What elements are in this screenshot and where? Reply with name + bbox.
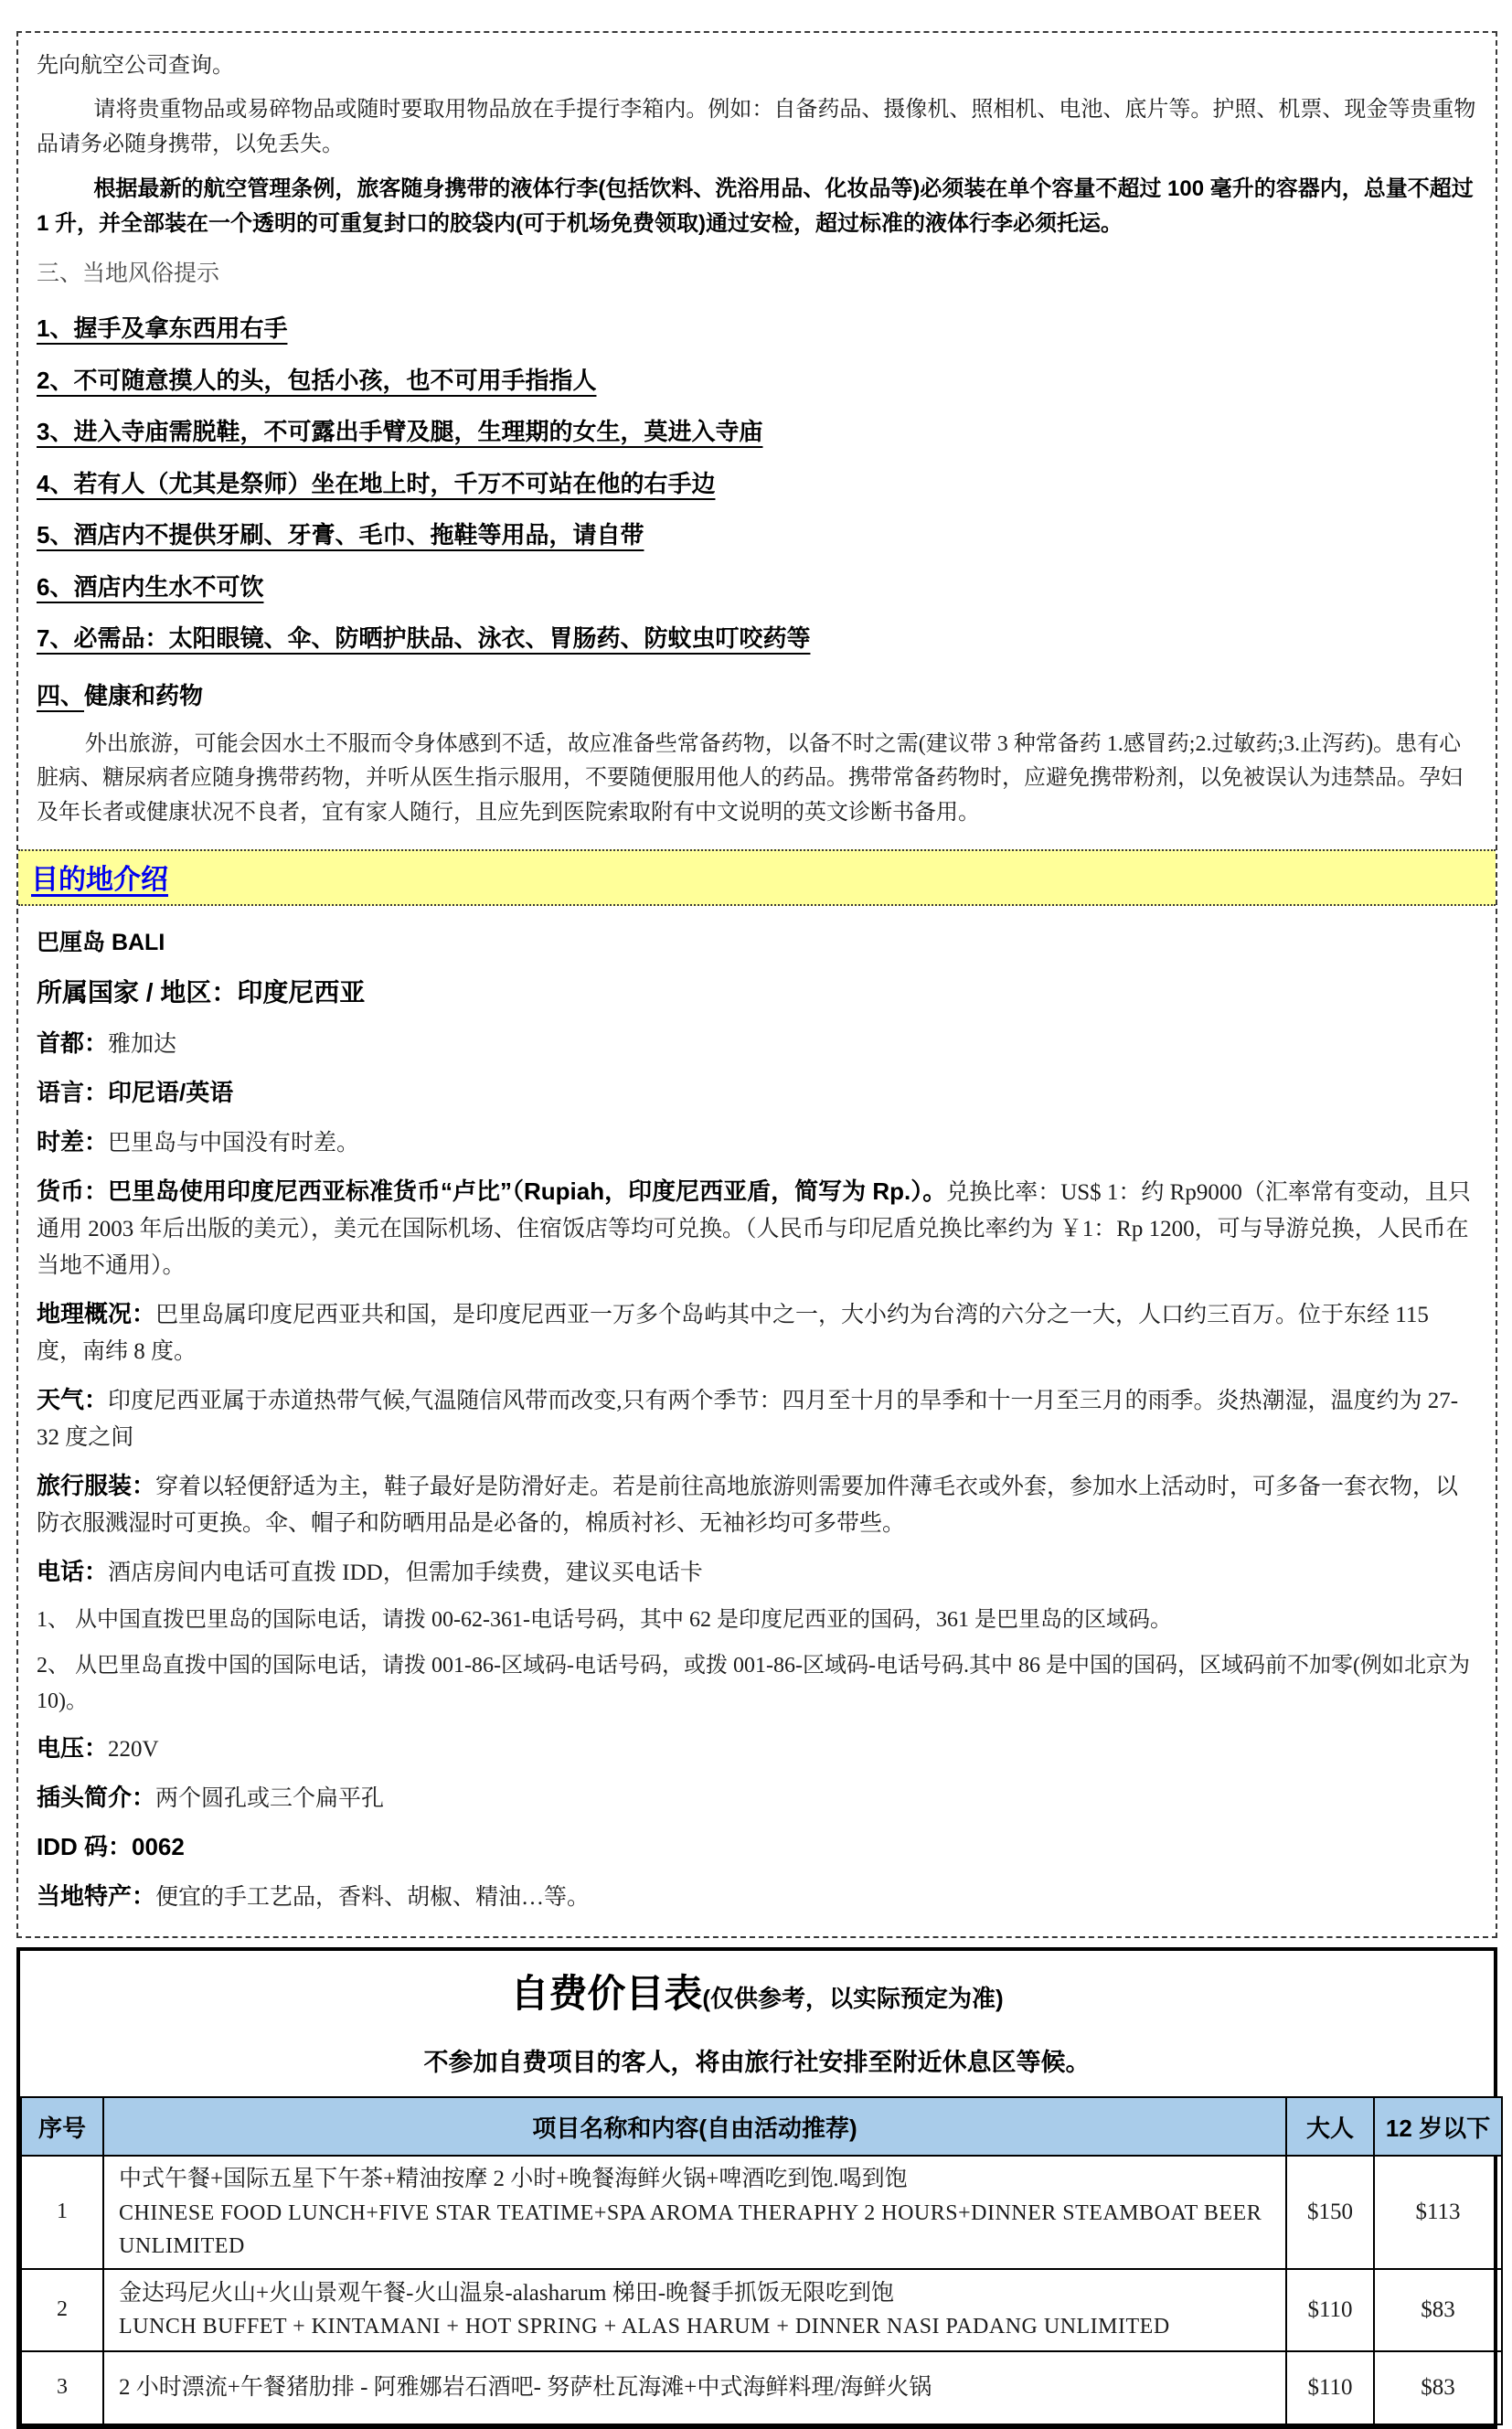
paragraph-health: 外出旅游，可能会因水土不服而令身体感到不适，故应准备些常备药物，以备不时之需(建议带 3 种常备药 1.感冒药;2.过敏药;3.止泻药)。患有心脏病、糖尿病者应随身携带药物，并听从医生指示服用，不要随便服用他人的药品。携带常备药物时，应避免携带粉剂，以免被误认为违禁品。孕妇及年长者或健康状况不良者，宜有家人随行，且应先到医院索取附有中文说明的英文诊断书备用。 — [37, 731, 1463, 826]
col-header-adult: 大人 — [1286, 2097, 1374, 2156]
col-header-child: 12 岁以下 — [1374, 2097, 1502, 2156]
info-label: 地理概况： — [37, 1300, 156, 1328]
info-label: 旅行服装： — [37, 1472, 156, 1500]
destination-banner-title: 目的地介绍 — [31, 865, 168, 896]
col-header-seq: 序号 — [21, 2097, 103, 2156]
info-row-currency: 货币：巴里岛使用印度尼西亚标准货币“卢比”（Rupiah，印度尼西亚盾，简写为 Rp.）。兑换比率：US$ 1：约 Rp9000（汇率常有变动，且只通用 2003 年后出版的美元），美元在国际机场、住宿饭店等均可兑换。（人民币与印尼盾兑换比率约为 ￥1：Rp 1200，可与导游兑换，人民币在当地不通用）。 — [37, 1177, 1471, 1279]
price-table-subtitle: 不参加自费项目的客人，将由旅行社安排至附近休息区等候。 — [423, 2049, 1091, 2077]
row-adult-price: $110 — [1286, 2351, 1374, 2424]
section-number: 四、 — [37, 681, 85, 709]
info-row-idd-code — [37, 1828, 1477, 1867]
info-row-local-specialty: 当地特产：便宜的手工艺品，香料、胡椒、精油…等。 — [37, 1882, 591, 1911]
info-label: 电压： — [37, 1734, 109, 1763]
phone-instruction-2: 2、 从巴里岛直拨中国的国际电话，请拨 001-86-区域码-电话号码，或拨 001-86-区域码-电话号码.其中 86 是中国的国码，区域码前不加零(例如北京为 10)。 — [37, 1654, 1470, 1713]
price-table-title-main: 自费价目表 — [510, 1972, 703, 2016]
info-label: 巴厘岛 BALI — [37, 930, 165, 956]
paragraph-liquid-rules: 根据最新的航空管理条例，旅客随身携带的液体行李(包括饮料、洗浴用品、化妆品等)必须装在单个容量不超过 100 毫升的容器内，总量不超过 1 升，并全部装在一个透明的可重复封口的胶袋内(可于机场免费领取)通过安检，超过标准的液体行李必须托运。 — [37, 176, 1474, 236]
row-description — [103, 2269, 1286, 2351]
customs-item-7: 7、必需品：太阳眼镜、伞、防晒护肤品、泳衣、胃肠药、防蚊虫叮咬药等 — [37, 624, 811, 653]
price-grid — [20, 2096, 1503, 2425]
row-description — [103, 2351, 1286, 2424]
table-row — [21, 2156, 1502, 2269]
table-row — [21, 2351, 1502, 2424]
row-seq: 2 — [21, 2269, 103, 2351]
section-title-text: 健康和药物 — [84, 681, 204, 709]
destination-banner — [18, 849, 1496, 906]
info-label: 插头简介： — [37, 1784, 156, 1812]
content-frame — [16, 31, 1497, 1938]
info-row-destination-name — [37, 924, 1477, 962]
row-seq: 3 — [21, 2351, 103, 2424]
info-row-time-difference: 时差：巴里岛与中国没有时差。 — [37, 1128, 360, 1156]
row-seq: 1 — [21, 2156, 103, 2269]
row-adult-price: $110 — [1286, 2269, 1374, 2351]
info-row-language — [37, 1074, 1477, 1113]
section-title-local-customs: 三、当地风俗提示 — [37, 261, 220, 286]
paragraph-valuables: 请将贵重物品或易碎物品或随时要取用物品放在手提行李箱内。例如：自备药品、摄像机、照相机、电池、底片等。护照、机票、现金等贵重物品请务必随身携带，以免丢失。 — [37, 97, 1476, 156]
row-child-price: $83 — [1374, 2269, 1502, 2351]
info-row-clothing: 旅行服装：穿着以轻便舒适为主，鞋子最好是防滑好走。若是前往高地旅游则需要加件薄毛衣或外套，参加水上活动时，可多备一套衣物，以防衣服溅湿时可更换。伞、帽子和防晒用品是必备的，棉质衬衫、无袖衫均可多带些。 — [37, 1472, 1459, 1537]
info-label: IDD 码：0062 — [37, 1833, 185, 1861]
info-row-geography: 地理概况：巴里岛属印度尼西亚共和国，是印度尼西亚一万多个岛屿其中之一，大小约为台湾的六分之一大，人口约三百万。位于东经 115 度，南纬 8 度。 — [37, 1300, 1429, 1365]
phone-instruction-1: 1、 从中国直拨巴里岛的国际电话，请拨 00-62-361-电话号码，其中 62 是印度尼西亚的国码，361 是巴里岛的区域码。 — [37, 1608, 1172, 1633]
info-row-telephone: 电话：酒店房间内电话可直拨 IDD，但需加手续费，建议买电话卡 — [37, 1558, 703, 1586]
section-title-health — [37, 677, 1477, 711]
row-adult-price: $150 — [1286, 2156, 1374, 2269]
paragraph-airline-inquiry: 先向航空公司查询。 — [37, 54, 234, 78]
row-description-en: LUNCH BUFFET + KINTAMANI + HOT SPRING + ALAS HARUM + DINNER NASI PADANG UNLIMITED — [119, 2315, 1170, 2339]
info-label: 电话： — [37, 1558, 109, 1586]
customs-item-1: 1、握手及拿东西用右手 — [37, 314, 288, 343]
info-label: 天气： — [37, 1386, 109, 1414]
info-label: 所属国家 / 地区：印度尼西亚 — [37, 978, 366, 1007]
price-table — [16, 1947, 1497, 2429]
info-label: 货币：巴里岛使用印度尼西亚标准货币“卢比”（Rupiah，印度尼西亚盾，简写为 Rp.）。 — [37, 1177, 947, 1206]
row-description-zh: 2 小时漂流+午餐猪肋排 - 阿雅娜岩石酒吧- 努萨杜瓦海滩+中式海鲜料理/海鲜火锅 — [119, 2374, 932, 2400]
price-table-title-note: (仅供参考，以实际预定为准) — [702, 1985, 1004, 2013]
customs-item-2: 2、不可随意摸人的头，包括小孩，也不可用手指指人 — [37, 366, 597, 394]
customs-item-5: 5、酒店内不提供牙刷、牙膏、毛巾、拖鞋等用品，请自带 — [37, 521, 644, 549]
row-description-en: CHINESE FOOD LUNCH+FIVE STAR TEATIME+SPA AROMA THERAPHY 2 HOURS+DINNER STEAMBOAT BEER UNLIMITED — [119, 2200, 1262, 2258]
info-row-plug: 插头简介：两个圆孔或三个扁平孔 — [37, 1784, 385, 1812]
info-label: 当地特产： — [37, 1882, 156, 1911]
destination-section — [18, 906, 1496, 1936]
info-label: 首都： — [37, 1029, 109, 1058]
info-row-capital: 首都：雅加达 — [37, 1029, 177, 1058]
customs-item-6: 6、酒店内生水不可饮 — [37, 572, 264, 601]
customs-item-4: 4、若有人（尤其是祭师）坐在地上时，千万不可站在他的右手边 — [37, 469, 716, 497]
col-header-item: 项目名称和内容(自由活动推荐) — [103, 2097, 1286, 2156]
info-row-weather: 天气：印度尼西亚属于赤道热带气候,气温随信风带而改变,只有两个季节：四月至十月的旱季和十一月至三月的雨季。炎热潮湿，温度约为 27-32 度之间 — [37, 1386, 1459, 1451]
row-description — [103, 2156, 1286, 2269]
table-row — [21, 2269, 1502, 2351]
travel-notes-section — [18, 33, 1496, 849]
customs-item-3: 3、进入寺庙需脱鞋，不可露出手臂及腿，生理期的女生，莫进入寺庙 — [37, 418, 763, 446]
row-child-price: $83 — [1374, 2351, 1502, 2424]
row-description-zh: 中式午餐+国际五星下午茶+精油按摩 2 小时+晚餐海鲜火锅+啤酒吃到饱.喝到饱 — [119, 2167, 908, 2192]
row-child-price: $113 — [1374, 2156, 1502, 2269]
row-description-zh: 金达玛尼火山+火山景观午餐-火山温泉-alasharum 梯田-晚餐手抓饭无限吃到饱 — [119, 2280, 895, 2306]
info-label: 时差： — [37, 1128, 109, 1156]
price-table-title — [20, 1951, 1494, 2020]
info-row-country — [37, 973, 1477, 1014]
info-row-voltage: 电压：220V — [37, 1734, 159, 1763]
info-label: 语言：印尼语/英语 — [37, 1079, 234, 1107]
price-table-header-row — [21, 2097, 1502, 2156]
